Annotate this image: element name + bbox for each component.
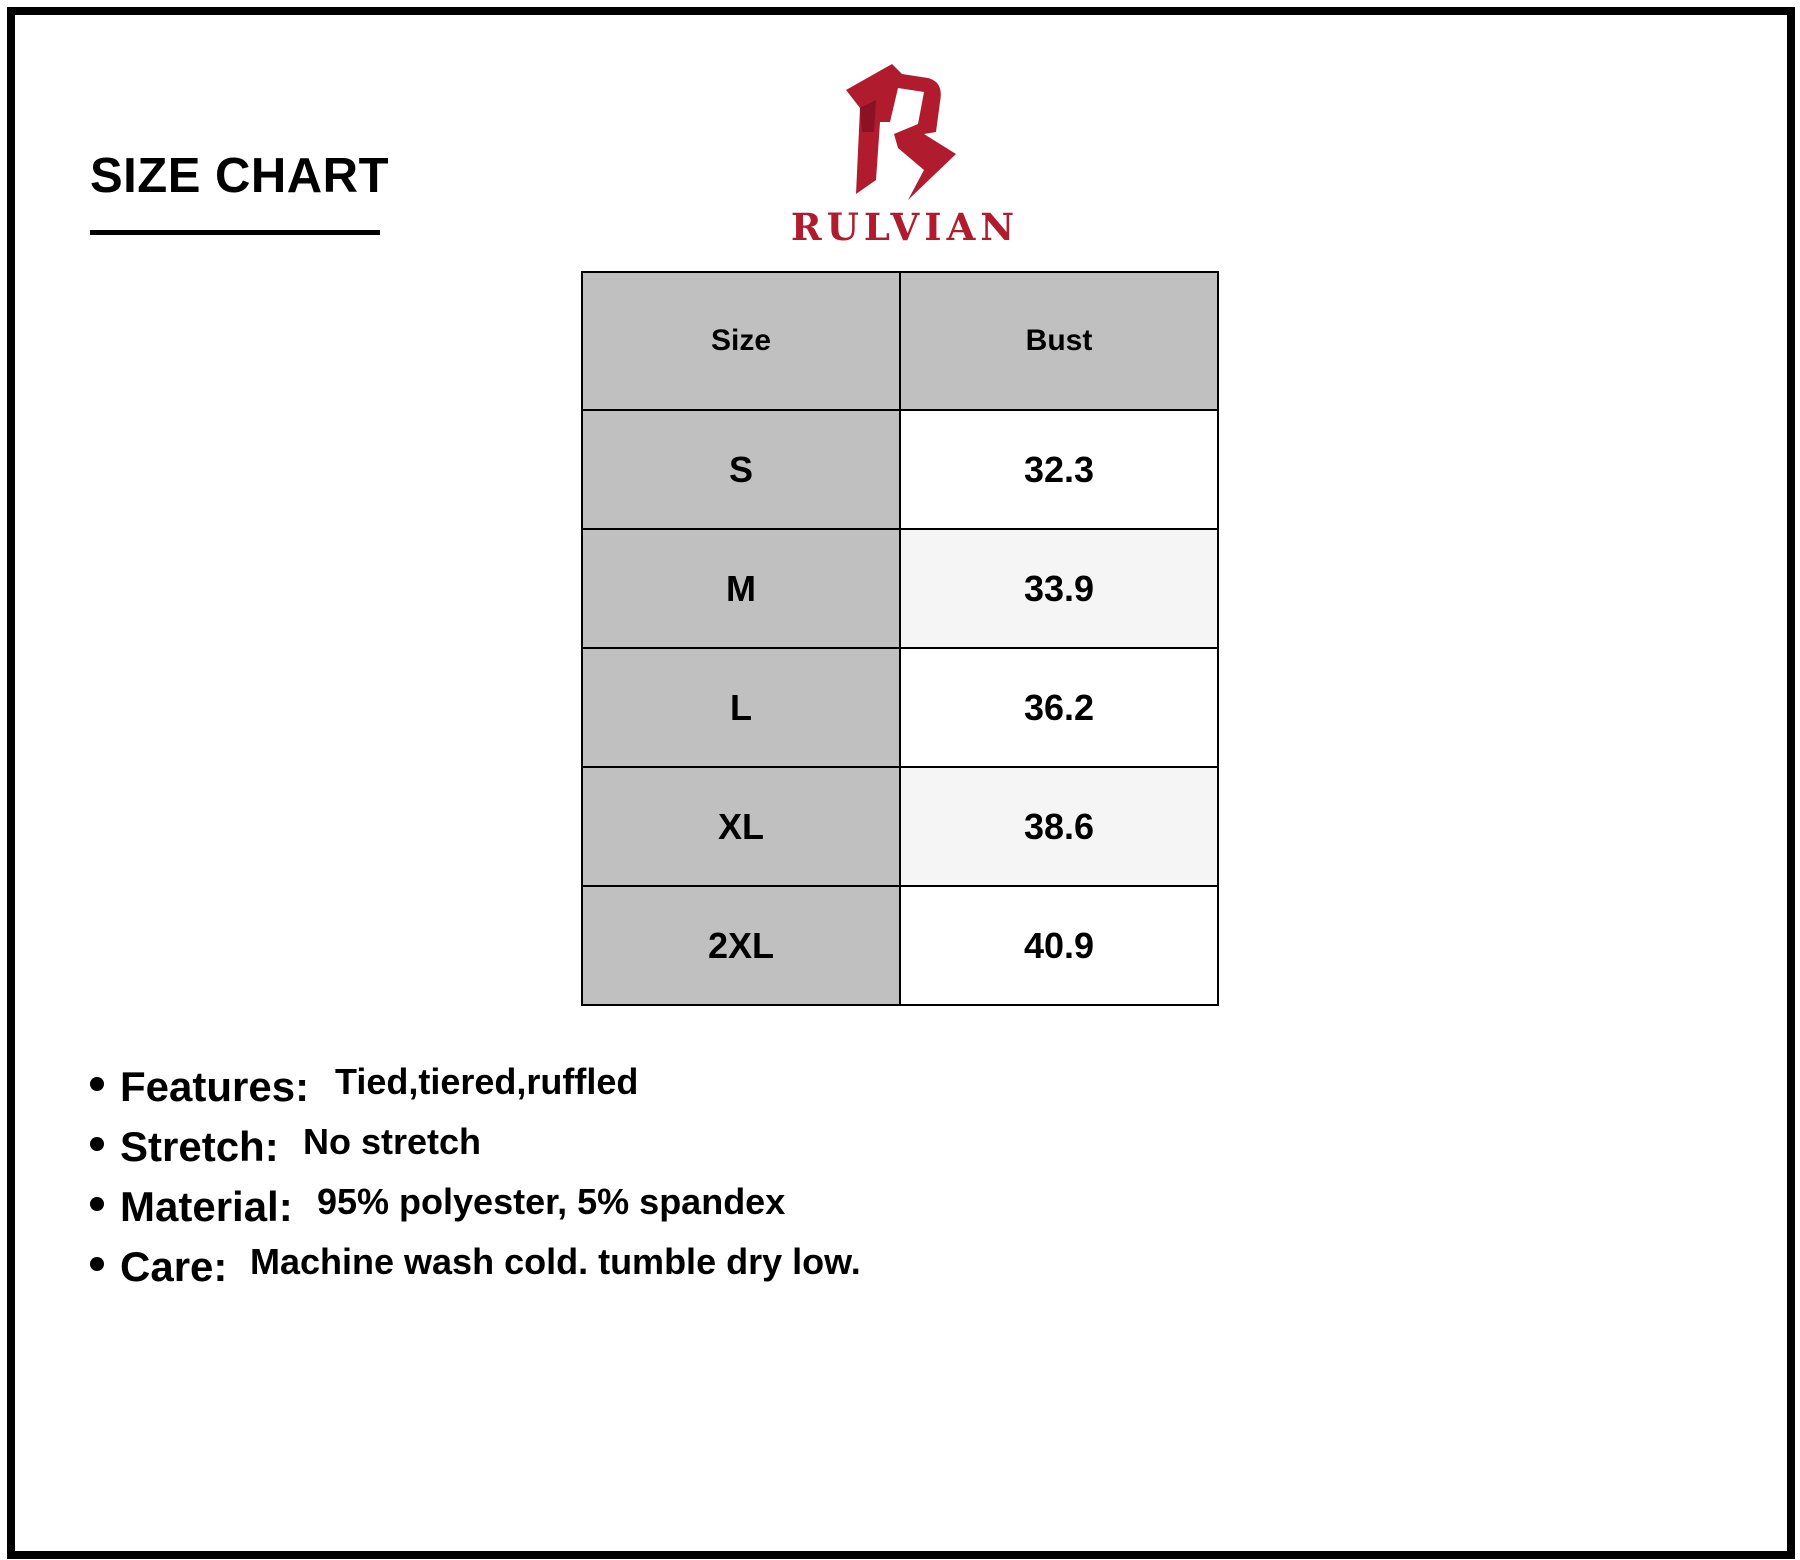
table-row <box>582 529 1218 648</box>
table-row <box>582 648 1218 767</box>
size-table <box>581 271 1219 1006</box>
bullet-icon <box>90 1077 104 1091</box>
r-logo-icon <box>840 62 970 202</box>
column-header-size: Size <box>582 272 900 410</box>
feature-label: Stretch: <box>120 1123 279 1170</box>
table-row <box>582 767 1218 886</box>
column-header-bust: Bust <box>900 272 1218 410</box>
feature-label: Material: <box>120 1183 293 1230</box>
size-cell: M <box>582 529 900 648</box>
feature-value: Tied,tiered,ruffled <box>335 1061 639 1102</box>
table-row <box>582 410 1218 529</box>
bust-cell: 32.3 <box>900 410 1218 529</box>
bust-cell: 40.9 <box>900 886 1218 1005</box>
brand-logo <box>780 62 1030 252</box>
bullet-icon <box>90 1137 104 1151</box>
bullet-icon <box>90 1197 104 1211</box>
brand-name: RULVIAN <box>790 205 1020 249</box>
feature-label: Care: <box>120 1243 228 1290</box>
table-row <box>582 886 1218 1005</box>
feature-value: 95% polyester, 5% spandex <box>317 1181 786 1222</box>
table-header-row <box>582 272 1218 410</box>
size-cell: XL <box>582 767 900 886</box>
feature-value: No stretch <box>303 1121 482 1162</box>
feature-label: Features: <box>120 1063 310 1110</box>
page-title: SIZE CHART <box>90 149 389 203</box>
size-cell: S <box>582 410 900 529</box>
size-cell: L <box>582 648 900 767</box>
bullet-icon <box>90 1257 104 1271</box>
size-cell: 2XL <box>582 886 900 1005</box>
title-underline <box>90 230 380 235</box>
feature-value: Machine wash cold. tumble dry low. <box>250 1241 861 1282</box>
bust-cell: 33.9 <box>900 529 1218 648</box>
bust-cell: 38.6 <box>900 767 1218 886</box>
bust-cell: 36.2 <box>900 648 1218 767</box>
